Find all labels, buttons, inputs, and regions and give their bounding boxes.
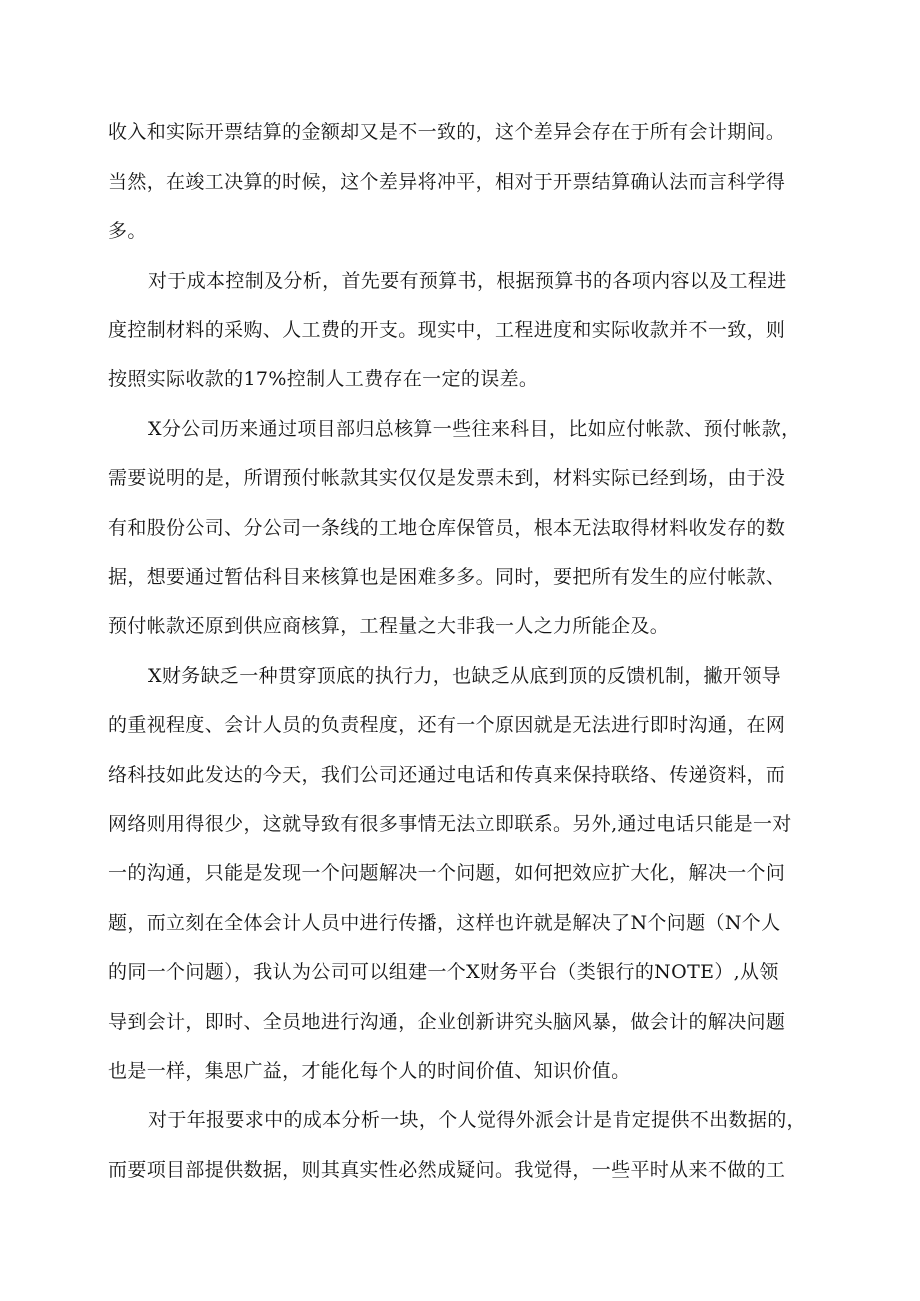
text-line: 也是一样，集思广益，才能化每个人的时间价值、知识价值。 — [108, 1060, 631, 1082]
text-line: 预付帐款还原到供应商核算，工程量之大非我一人之力所能企及。 — [108, 615, 670, 637]
text-line: 有和股份公司、分公司一条线的工地仓库保管员，根本无法取得材料收发存的数 — [108, 517, 786, 539]
paragraph-first-line: 对于成本控制及分析，首先要有预算书，根据预算书的各项内容以及工程进 — [148, 270, 787, 292]
text-line: 的重视程度、会计人员的负责程度，还有一个原因就是无法进行即时沟通，在网 — [108, 714, 786, 736]
paragraph-first-line: X分公司历来通过项目部归总核算一些往来科目，比如应付帐款、预付帐款， — [148, 418, 801, 440]
text-line: 收入和实际开票结算的金额却又是不一致的，这个差异会存在于所有会计期间。 — [108, 121, 786, 143]
text-line: 度控制材料的采购、人工费的开支。现实中，工程进度和实际收款并不一致，则 — [108, 319, 786, 341]
text-line: 多。 — [108, 220, 147, 242]
paragraph-first-line: 对于年报要求中的成本分析一块，个人觉得外派会计是肯定提供不出数据的， — [148, 1109, 806, 1131]
text-line: 当然，在竣工决算的时候，这个差异将冲平，相对于开票结算确认法而言科学得 — [108, 171, 786, 193]
text-line: 据，想要通过暂估科目来核算也是困难多多。同时，要把所有发生的应付帐款、 — [108, 566, 786, 588]
text-line: 需要说明的是，所谓预付帐款其实仅仅是发票未到，材料实际已经到场，由于没 — [108, 467, 786, 489]
text-line: 络科技如此发达的今天，我们公司还通过电话和传真来保持联络、传递资料，而 — [108, 764, 786, 786]
text-line: 题，而立刻在全体会计人员中进行传播，这样也许就是解决了N个问题（N个人 — [108, 912, 781, 934]
text-line: 而要项目部提供数据，则其真实性必然成疑问。我觉得，一些平时从来不做的工 — [108, 1159, 786, 1181]
text-line: 导到会计，即时、全员地进行沟通，企业创新讲究头脑风暴，做会计的解决问题 — [108, 1011, 786, 1033]
text-line: 一的沟通，只能是发现一个问题解决一个问题，如何把效应扩大化，解决一个问 — [108, 862, 786, 884]
text-line: 网络则用得很少，这就导致有很多事情无法立即联系。另外,通过电话只能是一对 — [108, 813, 792, 835]
text-line: 按照实际收款的17%控制人工费存在一定的误差。 — [108, 368, 539, 390]
paragraph-first-line: X财务缺乏一种贯穿顶底的执行力，也缺乏从底到顶的反馈机制，撇开领导 — [148, 665, 782, 687]
text-line: 的同一个问题），我认为公司可以组建一个X财务平台（类银行的NOTE）,从领 — [108, 961, 779, 983]
